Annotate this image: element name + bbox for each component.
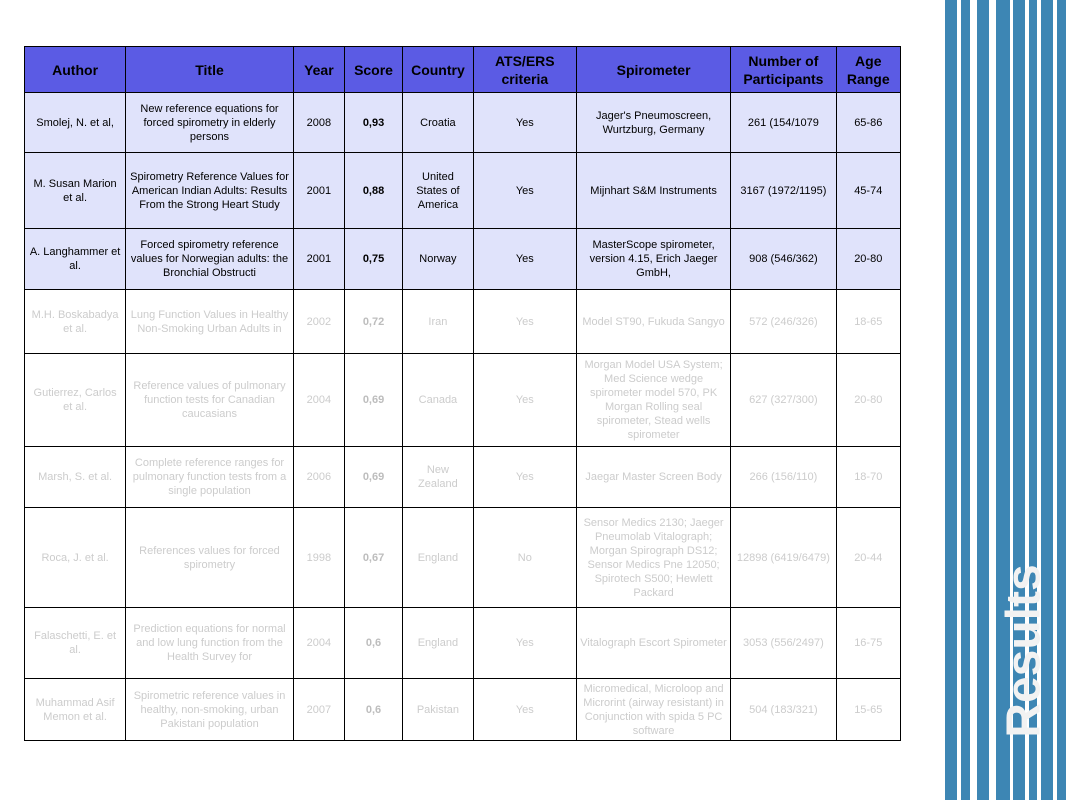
cell-age: 18-70	[836, 447, 900, 508]
header-score: Score	[344, 47, 402, 93]
cell-participants: 908 (546/362)	[731, 229, 836, 290]
cell-score: 0,69	[344, 447, 402, 508]
cell-country: Pakistan	[403, 679, 474, 741]
cell-score: 0,69	[344, 354, 402, 447]
cell-criteria: No	[473, 508, 576, 608]
cell-score: 0,93	[344, 93, 402, 153]
cell-score: 0,6	[344, 608, 402, 679]
cell-age: 20-80	[836, 229, 900, 290]
cell-participants: 266 (156/110)	[731, 447, 836, 508]
cell-criteria: Yes	[473, 608, 576, 679]
cell-age: 65-86	[836, 93, 900, 153]
header-participants: Number of Participants	[731, 47, 836, 93]
cell-title: Forced spirometry reference values for Norwegian adults: the Bronchial Obstructi	[126, 229, 294, 290]
cell-criteria: Yes	[473, 229, 576, 290]
cell-year: 2001	[293, 153, 344, 229]
header-spirometer: Spirometer	[576, 47, 730, 93]
cell-year: 2008	[293, 93, 344, 153]
cell-participants: 12898 (6419/6479)	[731, 508, 836, 608]
cell-country: New Zealand	[403, 447, 474, 508]
cell-spirometer: Mijnhart S&M Instruments	[576, 153, 730, 229]
header-author: Author	[25, 47, 126, 93]
cell-spirometer: Jaegar Master Screen Body	[576, 447, 730, 508]
table-row	[25, 508, 901, 608]
cell-country: Canada	[403, 354, 474, 447]
cell-author: Gutierrez, Carlos et al.	[25, 354, 126, 447]
cell-year: 2001	[293, 229, 344, 290]
cell-country: Norway	[403, 229, 474, 290]
cell-country: United States of America	[403, 153, 474, 229]
cell-author: Smolej, N. et al,	[25, 93, 126, 153]
cell-participants: 3053 (556/2497)	[731, 608, 836, 679]
cell-year: 2002	[293, 290, 344, 354]
cell-spirometer: Vitalograph Escort Spirometer	[576, 608, 730, 679]
cell-age: 45-74	[836, 153, 900, 229]
cell-age: 15-65	[836, 679, 900, 741]
table-row	[25, 447, 901, 508]
cell-participants: 261 (154/1079	[731, 93, 836, 153]
cell-title: Reference values of pulmonary function tests for Canadian caucasians	[126, 354, 294, 447]
table-row	[25, 608, 901, 679]
cell-spirometer: Micromedical, Microloop and Microrint (airway resistant) in Conjunction with spida 5 PC software	[576, 679, 730, 741]
cell-age: 20-44	[836, 508, 900, 608]
cell-year: 2004	[293, 608, 344, 679]
cell-country: England	[403, 608, 474, 679]
cell-author: M.H. Boskabadya et al.	[25, 290, 126, 354]
cell-age: 18-65	[836, 290, 900, 354]
cell-title: Prediction equations for normal and low lung function from the Health Survey for	[126, 608, 294, 679]
cell-author: A. Langhammer et al.	[25, 229, 126, 290]
results-table	[24, 46, 901, 741]
cell-author: M. Susan Marion et al.	[25, 153, 126, 229]
cell-spirometer: Jager's Pneumoscreen, Wurtzburg, Germany	[576, 93, 730, 153]
cell-participants: 572 (246/326)	[731, 290, 836, 354]
cell-criteria: Yes	[473, 447, 576, 508]
header-title: Title	[126, 47, 294, 93]
cell-spirometer: Model ST90, Fukuda Sangyo	[576, 290, 730, 354]
cell-criteria: Yes	[473, 290, 576, 354]
cell-title: Spirometric reference values in healthy, non-smoking, urban Pakistani population	[126, 679, 294, 741]
header-country: Country	[403, 47, 474, 93]
cell-author: Muhammad Asif Memon et al.	[25, 679, 126, 741]
table-row	[25, 93, 901, 153]
header-age-range: Age Range	[836, 47, 900, 93]
cell-author: Roca, J. et al.	[25, 508, 126, 608]
cell-score: 0,88	[344, 153, 402, 229]
header-year: Year	[293, 47, 344, 93]
table-row	[25, 679, 901, 741]
table-row	[25, 354, 901, 447]
cell-title: References values for forced spirometry	[126, 508, 294, 608]
cell-participants: 3167 (1972/1195)	[731, 153, 836, 229]
cell-criteria: Yes	[473, 679, 576, 741]
cell-country: Croatia	[403, 93, 474, 153]
cell-author: Falaschetti, E. et al.	[25, 608, 126, 679]
cell-criteria: Yes	[473, 93, 576, 153]
cell-spirometer: Morgan Model USA System; Med Science wedge spirometer model 570, PK Morgan Rolling seal spirometer, Stead wells spirometer	[576, 354, 730, 447]
results-side-title-text: Results	[997, 564, 1051, 738]
table-row	[25, 153, 901, 229]
cell-age: 20-80	[836, 354, 900, 447]
cell-score: 0,72	[344, 290, 402, 354]
table-row	[25, 290, 901, 354]
cell-spirometer: MasterScope spirometer, version 4.15, Erich Jaeger GmbH,	[576, 229, 730, 290]
cell-year: 2007	[293, 679, 344, 741]
cell-age: 16-75	[836, 608, 900, 679]
cell-title: Spirometry Reference Values for American Indian Adults: Results From the Strong Heart Study	[126, 153, 294, 229]
cell-title: Lung Function Values in Healthy Non-Smoking Urban Adults in	[126, 290, 294, 354]
cell-country: Iran	[403, 290, 474, 354]
cell-score: 0,67	[344, 508, 402, 608]
cell-criteria: Yes	[473, 153, 576, 229]
table-header-row	[25, 47, 901, 93]
cell-title: New reference equations for forced spirometry in elderly persons	[126, 93, 294, 153]
cell-spirometer: Sensor Medics 2130; Jaeger Pneumolab Vitalograph; Morgan Spirograph DS12; Sensor Medics Pne 12050; Spirotech S500; Hewlett Packard	[576, 508, 730, 608]
cell-title: Complete reference ranges for pulmonary function tests from a single population	[126, 447, 294, 508]
cell-year: 1998	[293, 508, 344, 608]
cell-participants: 504 (183/321)	[731, 679, 836, 741]
table-row	[25, 229, 901, 290]
cell-participants: 627 (327/300)	[731, 354, 836, 447]
cell-country: England	[403, 508, 474, 608]
cell-year: 2004	[293, 354, 344, 447]
cell-author: Marsh, S. et al.	[25, 447, 126, 508]
cell-score: 0,6	[344, 679, 402, 741]
cell-criteria: Yes	[473, 354, 576, 447]
cell-score: 0,75	[344, 229, 402, 290]
results-side-title	[999, 546, 1049, 756]
cell-year: 2006	[293, 447, 344, 508]
header-criteria: ATS/ERS criteria	[473, 47, 576, 93]
